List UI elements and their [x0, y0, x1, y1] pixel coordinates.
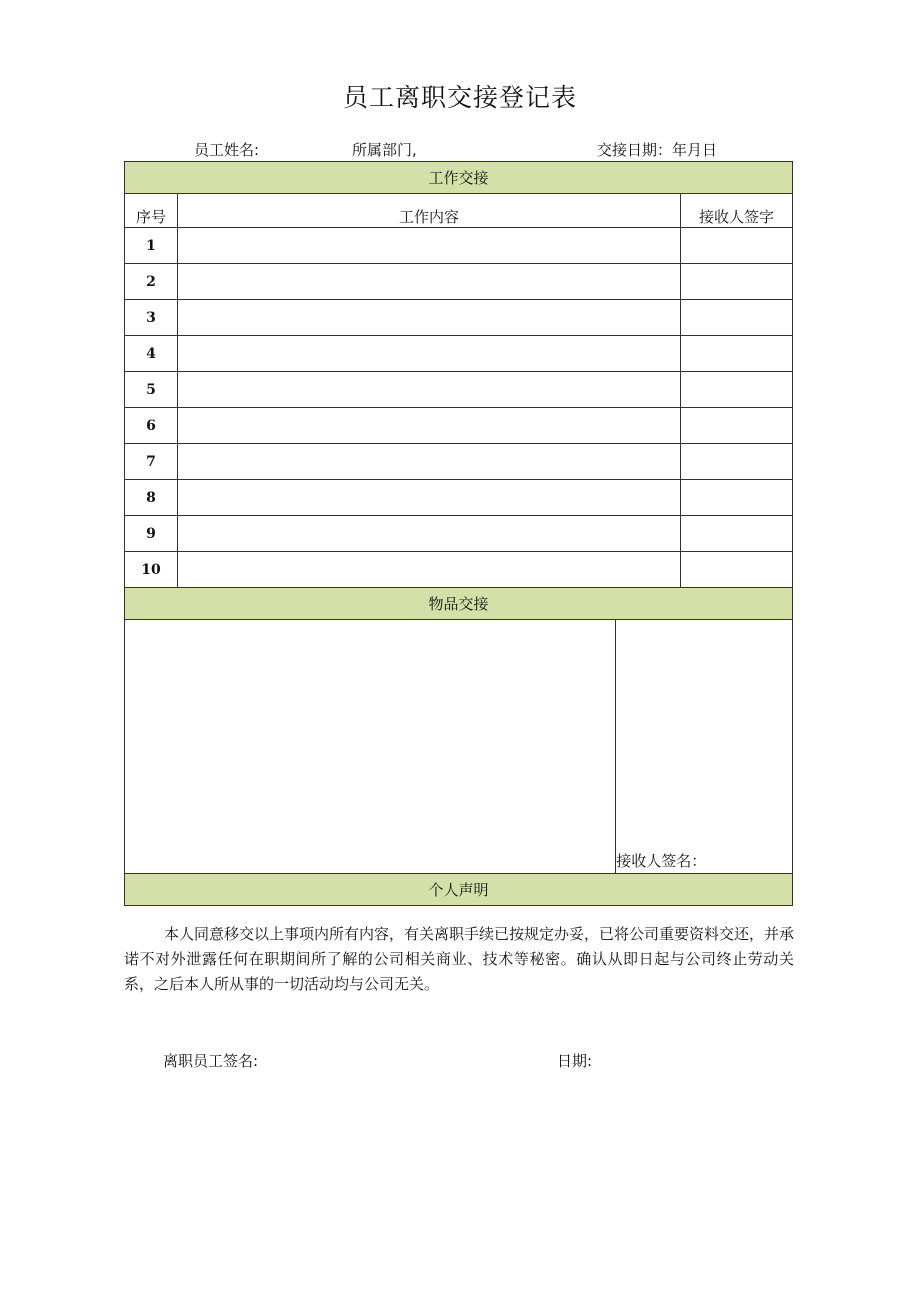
table-row — [125, 372, 793, 408]
work-content-cell[interactable] — [178, 264, 681, 300]
goods-receiver-cell[interactable] — [616, 620, 792, 873]
work-content-cell[interactable] — [178, 408, 681, 444]
employee-sign-label: 离职员工签名: — [163, 1052, 259, 1070]
work-column-header-row — [125, 194, 793, 228]
column-header-signature: 接收人签字 — [681, 194, 793, 228]
receiver-signature-cell[interactable] — [681, 228, 793, 264]
table-row — [125, 516, 793, 552]
statement-section-header — [125, 874, 793, 906]
receiver-signature-cell[interactable] — [681, 264, 793, 300]
work-content-cell[interactable] — [178, 228, 681, 264]
handover-form-table — [124, 161, 793, 906]
receiver-signature-cell[interactable] — [681, 444, 793, 480]
department-label: 所属部门, — [352, 141, 417, 159]
receiver-signature-cell[interactable] — [681, 408, 793, 444]
goods-inner-table — [125, 620, 792, 873]
work-content-cell[interactable] — [178, 300, 681, 336]
column-header-seq: 序号 — [125, 194, 178, 228]
row-number: 7 — [125, 444, 178, 480]
receiver-signature-cell[interactable] — [681, 372, 793, 408]
work-section-title: 工作交接 — [125, 162, 793, 194]
receiver-signature-cell[interactable] — [681, 300, 793, 336]
row-number: 1 — [125, 228, 178, 264]
employee-name-label: 员工姓名: — [194, 141, 260, 159]
goods-section-body — [125, 620, 793, 874]
row-number: 6 — [125, 408, 178, 444]
receiver-sign-label: 接收人签名： — [616, 852, 707, 870]
receiver-signature-cell[interactable] — [681, 480, 793, 516]
table-row — [125, 408, 793, 444]
table-row — [125, 444, 793, 480]
work-section-header — [125, 162, 793, 194]
row-number: 9 — [125, 516, 178, 552]
work-content-cell[interactable] — [178, 444, 681, 480]
work-content-cell[interactable] — [178, 372, 681, 408]
row-number: 8 — [125, 480, 178, 516]
row-number: 2 — [125, 264, 178, 300]
goods-list-cell[interactable] — [125, 620, 616, 873]
work-content-cell[interactable] — [178, 480, 681, 516]
receiver-signature-cell[interactable] — [681, 552, 793, 588]
work-content-cell[interactable] — [178, 516, 681, 552]
page-title: 员工离职交接登记表 — [342, 83, 577, 112]
table-row — [125, 480, 793, 516]
table-row — [125, 264, 793, 300]
sign-date-label: 日期: — [557, 1052, 593, 1070]
work-content-cell[interactable] — [178, 552, 681, 588]
row-number: 5 — [125, 372, 178, 408]
personal-statement-text: 本人同意移交以上事项内所有内容，有关离职手续已按规定办妥，已将公司重要资料交还，并承诺不对外泄露任何在职期间所了解的公司相关商业、技术等秘密。确认从即日起与公司终止劳动关系，之后本人所从事的一切活动均与公司无关。 — [124, 925, 795, 993]
handover-date-label: 交接日期：年月日 — [597, 141, 718, 159]
row-number: 4 — [125, 336, 178, 372]
work-content-cell[interactable] — [178, 336, 681, 372]
table-row — [125, 552, 793, 588]
table-row — [125, 300, 793, 336]
goods-section-title: 物品交接 — [125, 588, 793, 620]
receiver-signature-cell[interactable] — [681, 516, 793, 552]
goods-section-header — [125, 588, 793, 620]
table-row — [125, 228, 793, 264]
statement-section-title: 个人声明 — [125, 874, 793, 906]
table-row — [125, 336, 793, 372]
row-number: 3 — [125, 300, 178, 336]
column-header-content: 工作内容 — [178, 194, 681, 228]
receiver-signature-cell[interactable] — [681, 336, 793, 372]
row-number: 10 — [125, 552, 178, 588]
